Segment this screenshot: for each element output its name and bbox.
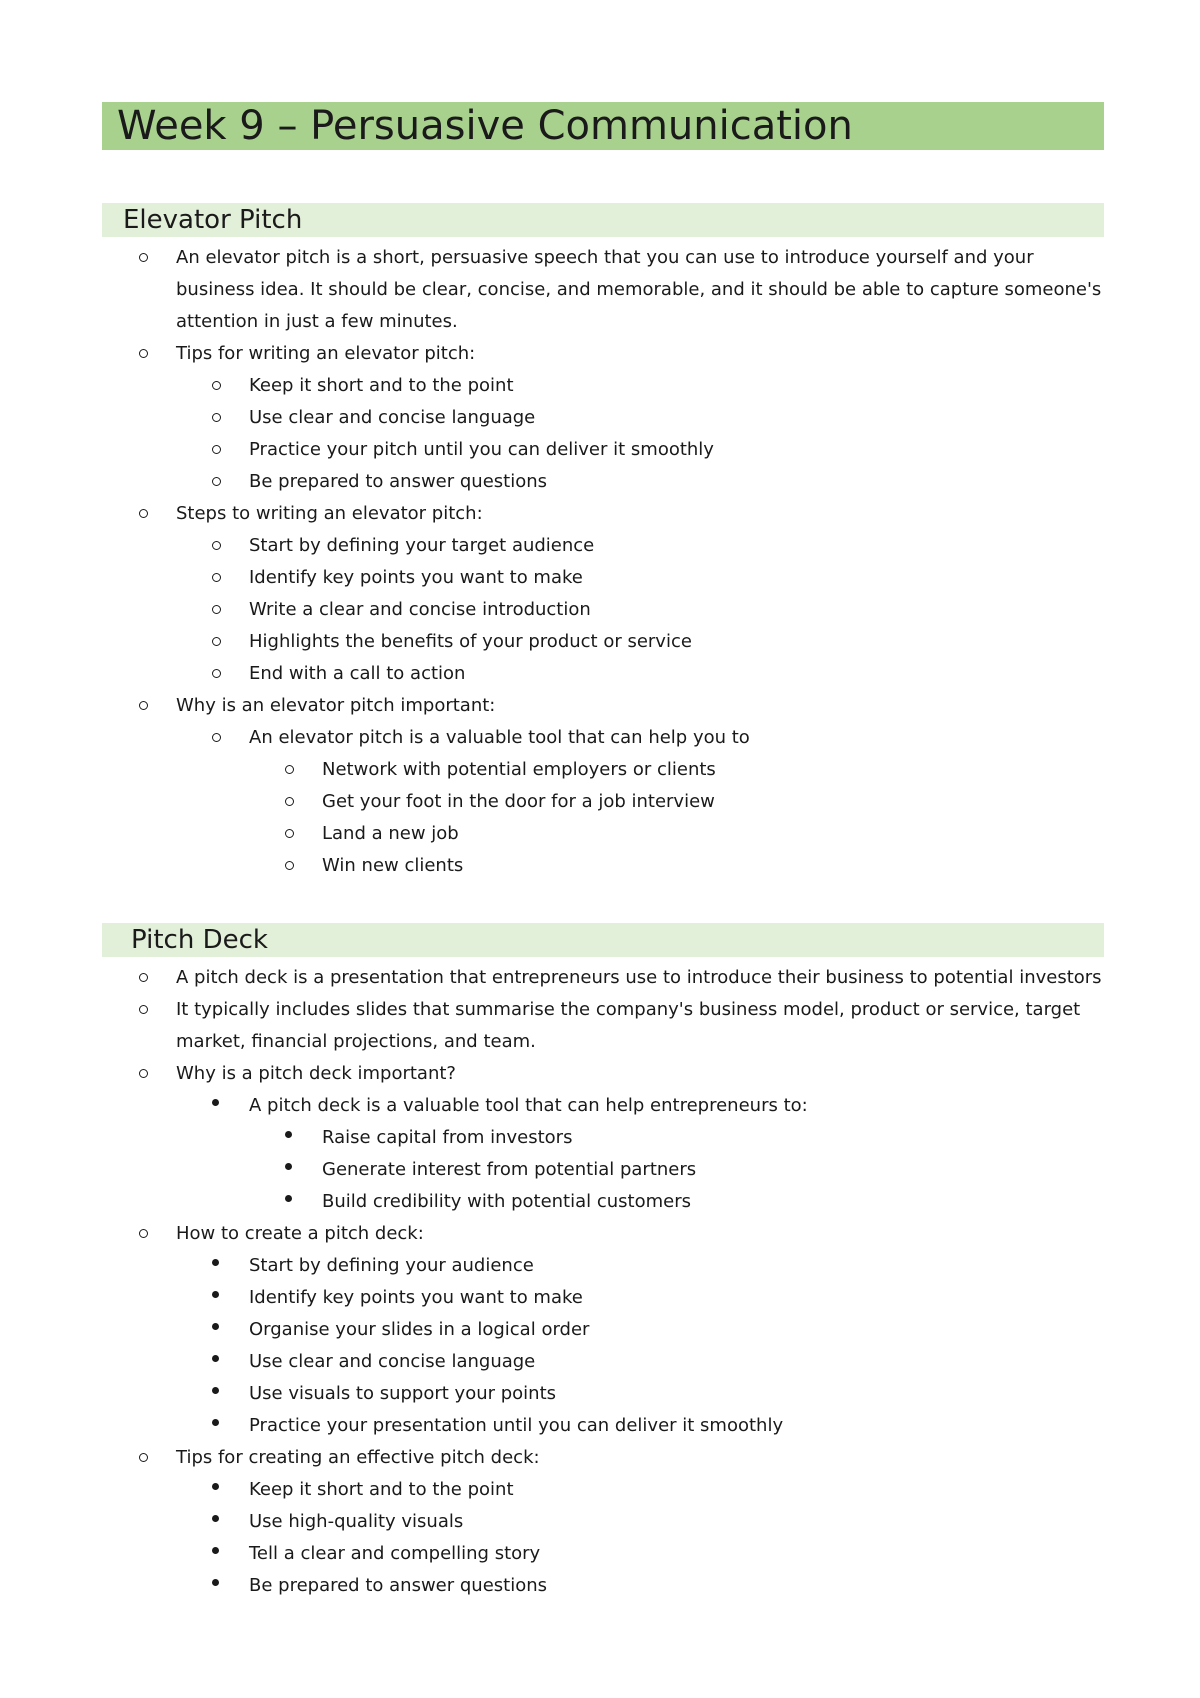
filled-bullet-icon bbox=[212, 1483, 219, 1490]
filled-bullet-icon bbox=[212, 1419, 219, 1426]
list-item-text: Practice your presentation until you can deliver it smoothly bbox=[249, 1415, 784, 1436]
hollow-bullet-icon bbox=[212, 477, 221, 486]
list-item-text: Raise capital from investors bbox=[322, 1127, 573, 1148]
hollow-bullet-icon bbox=[285, 797, 294, 806]
list-item-text: Practice your pitch until you can deliver it smoothly bbox=[249, 439, 714, 460]
list-item-text: It typically includes slides that summarise the company's business model, product or service, target bbox=[176, 999, 1081, 1020]
list-item-text: Use visuals to support your points bbox=[249, 1383, 557, 1404]
hollow-bullet-icon bbox=[139, 509, 148, 518]
list-item-text: Be prepared to answer questions bbox=[249, 1575, 548, 1596]
list-item-text: Tell a clear and compelling story bbox=[249, 1543, 541, 1564]
filled-bullet-icon bbox=[212, 1547, 219, 1554]
section-heading-elevator-pitch: Elevator Pitch bbox=[102, 203, 1104, 237]
list-item-text: business idea. It should be clear, concise, and memorable, and it should be able to capture someone's bbox=[176, 279, 1102, 300]
list-item-text: Steps to writing an elevator pitch: bbox=[176, 503, 483, 524]
hollow-bullet-icon bbox=[212, 413, 221, 422]
list-item-text: An elevator pitch is a short, persuasive speech that you can use to introduce yourself and your bbox=[176, 247, 1034, 268]
hollow-bullet-icon bbox=[139, 1069, 148, 1078]
filled-bullet-icon bbox=[285, 1195, 292, 1202]
list-item-text: Start by defining your audience bbox=[249, 1255, 534, 1276]
hollow-bullet-icon bbox=[139, 701, 148, 710]
hollow-bullet-icon bbox=[212, 445, 221, 454]
filled-bullet-icon bbox=[212, 1323, 219, 1330]
filled-bullet-icon bbox=[212, 1515, 219, 1522]
list-item-text: Use clear and concise language bbox=[249, 1351, 536, 1372]
list-item-text: Use clear and concise language bbox=[249, 407, 536, 428]
list-item-text: Organise your slides in a logical order bbox=[249, 1319, 590, 1340]
list-item-text: How to create a pitch deck: bbox=[176, 1223, 424, 1244]
filled-bullet-icon bbox=[212, 1291, 219, 1298]
list-item-text: Identify key points you want to make bbox=[249, 1287, 583, 1308]
list-item-text: Land a new job bbox=[322, 823, 459, 844]
filled-bullet-icon bbox=[212, 1355, 219, 1362]
filled-bullet-icon bbox=[285, 1131, 292, 1138]
list-item-text: Tips for writing an elevator pitch: bbox=[176, 343, 476, 364]
list-item-text: Tips for creating an effective pitch deck: bbox=[176, 1447, 540, 1468]
hollow-bullet-icon bbox=[212, 381, 221, 390]
hollow-bullet-icon bbox=[139, 1229, 148, 1238]
hollow-bullet-icon bbox=[212, 637, 221, 646]
list-item-text: Network with potential employers or clients bbox=[322, 759, 716, 780]
filled-bullet-icon bbox=[212, 1387, 219, 1394]
list-item-text: Use high-quality visuals bbox=[249, 1511, 464, 1532]
hollow-bullet-icon bbox=[139, 1005, 148, 1014]
list-item-text: A pitch deck is a valuable tool that can help entrepreneurs to: bbox=[249, 1095, 808, 1116]
hollow-bullet-icon bbox=[285, 861, 294, 870]
list-item-text: Highlights the benefits of your product or service bbox=[249, 631, 692, 652]
list-item-text: Be prepared to answer questions bbox=[249, 471, 548, 492]
list-item-text: Start by defining your target audience bbox=[249, 535, 595, 556]
filled-bullet-icon bbox=[285, 1163, 292, 1170]
hollow-bullet-icon bbox=[212, 669, 221, 678]
list-item-text: A pitch deck is a presentation that entrepreneurs use to introduce their business to potential investors bbox=[176, 967, 1102, 988]
hollow-bullet-icon bbox=[139, 1453, 148, 1462]
hollow-bullet-icon bbox=[212, 541, 221, 550]
hollow-bullet-icon bbox=[285, 829, 294, 838]
hollow-bullet-icon bbox=[139, 973, 148, 982]
filled-bullet-icon bbox=[212, 1579, 219, 1586]
filled-bullet-icon bbox=[212, 1099, 219, 1106]
section-heading-pitch-deck: Pitch Deck bbox=[102, 923, 1104, 957]
list-item-text: Keep it short and to the point bbox=[249, 1479, 514, 1500]
list-item-text: Build credibility with potential customers bbox=[322, 1191, 692, 1212]
hollow-bullet-icon bbox=[139, 349, 148, 358]
list-item-text: Why is an elevator pitch important: bbox=[176, 695, 496, 716]
page-title: Week 9 – Persuasive Communication bbox=[102, 102, 1104, 150]
hollow-bullet-icon bbox=[212, 605, 221, 614]
list-item-text: Identify key points you want to make bbox=[249, 567, 583, 588]
hollow-bullet-icon bbox=[212, 573, 221, 582]
list-item-text: Write a clear and concise introduction bbox=[249, 599, 591, 620]
list-item-text: Win new clients bbox=[322, 855, 464, 876]
list-item-text: Generate interest from potential partners bbox=[322, 1159, 697, 1180]
hollow-bullet-icon bbox=[212, 733, 221, 742]
list-item-text: End with a call to action bbox=[249, 663, 466, 684]
list-item-text: attention in just a few minutes. bbox=[176, 311, 458, 332]
hollow-bullet-icon bbox=[139, 253, 148, 262]
list-item-text: Why is a pitch deck important? bbox=[176, 1063, 456, 1084]
filled-bullet-icon bbox=[212, 1259, 219, 1266]
list-item-text: Keep it short and to the point bbox=[249, 375, 514, 396]
list-item-text: market, financial projections, and team. bbox=[176, 1031, 536, 1052]
list-item-text: An elevator pitch is a valuable tool that can help you to bbox=[249, 727, 750, 748]
hollow-bullet-icon bbox=[285, 765, 294, 774]
list-item-text: Get your foot in the door for a job interview bbox=[322, 791, 715, 812]
